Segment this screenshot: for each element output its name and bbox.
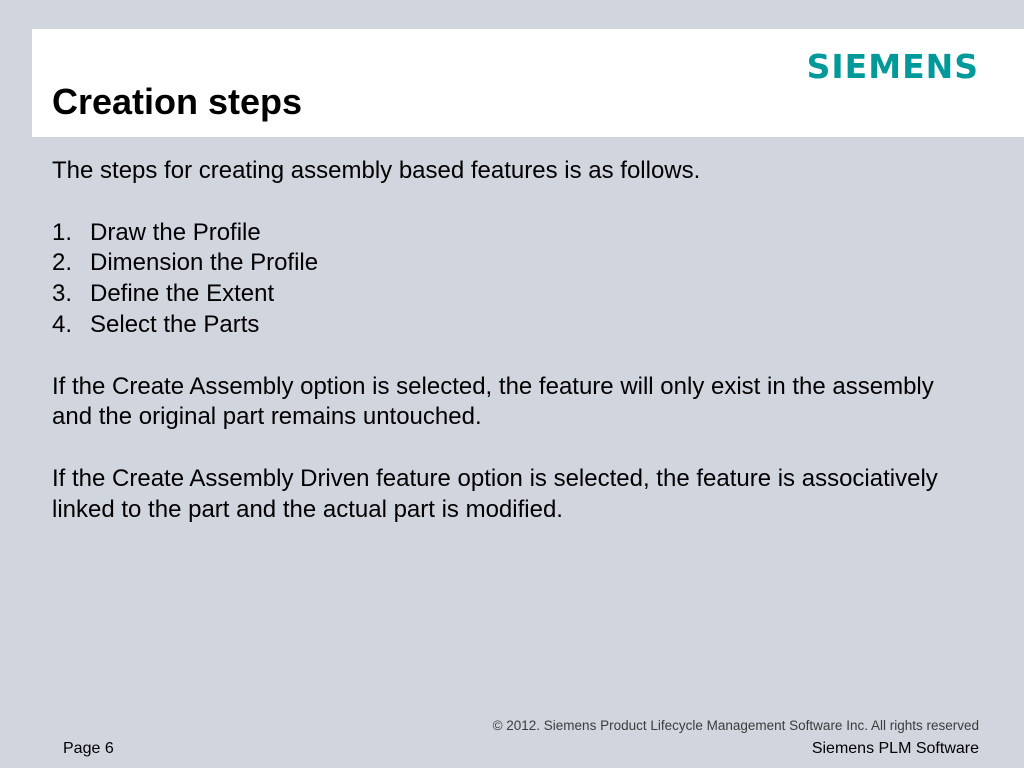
slide-body	[52, 156, 952, 526]
step-text: Select the Parts	[90, 310, 260, 338]
siemens-logo: SIEMENS	[806, 47, 979, 86]
list-item	[52, 248, 952, 279]
step-text: Dimension the Profile	[90, 249, 319, 277]
list-item	[52, 218, 952, 249]
spacer	[52, 433, 952, 464]
slide-title: Creation steps	[52, 81, 303, 122]
step-number: 3.	[52, 280, 73, 308]
list-item	[52, 279, 952, 310]
steps-list	[52, 218, 952, 341]
page-number: Page 6	[63, 740, 114, 757]
step-text: Define the Extent	[90, 280, 275, 308]
step-number: 2.	[52, 249, 73, 277]
assembly-driven-paragraph: If the Create Assembly Driven feature option is selected, the feature is associatively linked to the part and the actual part is modified.	[52, 464, 938, 523]
spacer	[52, 187, 952, 218]
slide-header	[32, 29, 1024, 137]
step-number: 4.	[52, 310, 73, 338]
copyright-notice: © 2012. Siemens Product Lifecycle Management Software Inc. All rights reserved	[492, 718, 979, 733]
company-name: Siemens PLM Software	[811, 740, 979, 757]
spacer	[52, 341, 952, 372]
step-text: Draw the Profile	[90, 218, 261, 246]
intro-text: The steps for creating assembly based features is as follows.	[52, 157, 701, 184]
create-assembly-paragraph: If the Create Assembly option is selected, the feature will only exist in the assembly and the original part remains untouched.	[52, 372, 934, 431]
list-item	[52, 310, 952, 341]
step-number: 1.	[52, 218, 73, 246]
